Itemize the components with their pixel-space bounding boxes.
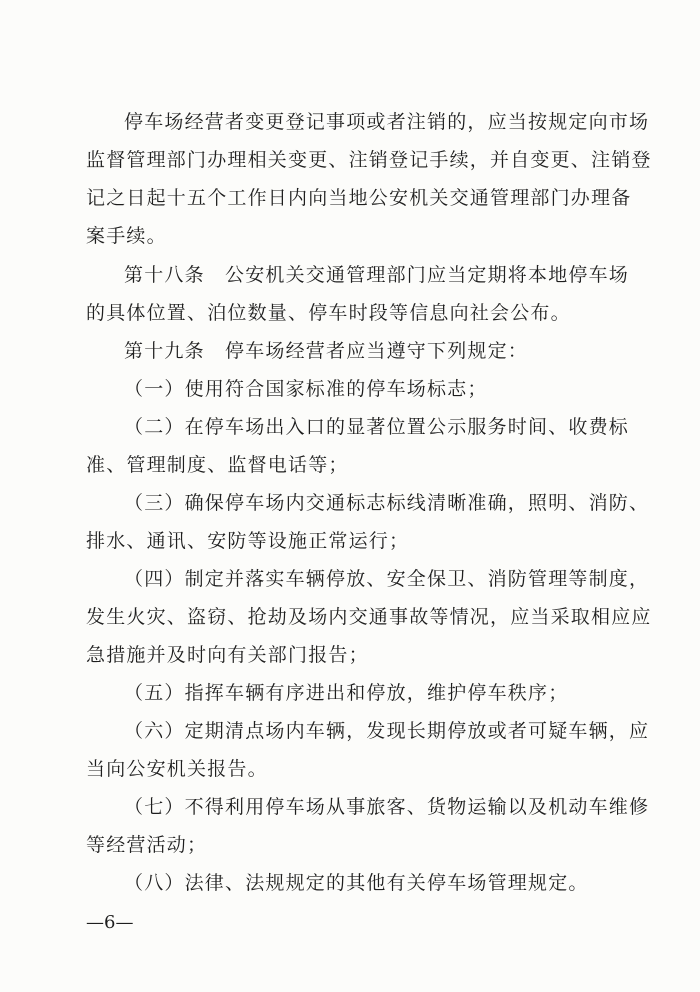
list-item: （二）在停车场出入口的显著位置公示服务时间、收费标 bbox=[124, 416, 630, 438]
list-item-continuation: 急措施并及时向有关部门报告； bbox=[86, 644, 369, 666]
list-item: （八）法律、法规规定的其他有关停车场管理规定。 bbox=[124, 872, 589, 894]
list-item-continuation: 排水、通讯、安防等设施正常运行； bbox=[86, 530, 410, 552]
list-item: （五）指挥车辆有序进出和停放，维护停车秩序； bbox=[124, 682, 569, 704]
list-item: （四）制定并落实车辆停放、安全保卫、消防管理等制度， bbox=[124, 568, 650, 590]
list-item-continuation: 等经营活动； bbox=[86, 834, 208, 856]
article-19-heading-line: 第十九条 停车场经营者应当遵守下列规定： bbox=[124, 340, 529, 362]
list-item: （一）使用符合国家标准的停车场标志； bbox=[124, 378, 488, 400]
page-number: —6— bbox=[86, 912, 134, 933]
list-item-continuation: 当向公安机关报告。 bbox=[86, 758, 268, 780]
paragraph-line: 案手续。 bbox=[86, 225, 167, 247]
list-item-continuation: 发生火灾、盗窃、抢劫及场内交通事故等情况，应当采取相应应 bbox=[86, 606, 652, 628]
paragraph-line: 记之日起十五个工作日内向当地公安机关交通管理部门办理备 bbox=[86, 187, 632, 209]
list-item: （六）定期清点场内车辆，发现长期停放或者可疑车辆，应 bbox=[124, 720, 650, 742]
paragraph-line: 监督管理部门办理相关变更、注销登记手续，并自变更、注销登 bbox=[86, 149, 652, 171]
list-item-continuation: 准、管理制度、监督电话等； bbox=[86, 454, 349, 476]
article-18-heading-line: 第十八条 公安机关交通管理部门应当定期将本地停车场 bbox=[124, 264, 630, 286]
list-item: （七）不得利用停车场从事旅客、货物运输以及机动车维修 bbox=[124, 796, 650, 818]
paragraph-line: 的具体位置、泊位数量、停车时段等信息向社会公布。 bbox=[86, 302, 571, 324]
paragraph-line: 停车场经营者变更登记事项或者注销的，应当按规定向市场 bbox=[124, 111, 650, 133]
list-item: （三）确保停车场内交通标志标线清晰准确，照明、消防、 bbox=[124, 492, 650, 514]
